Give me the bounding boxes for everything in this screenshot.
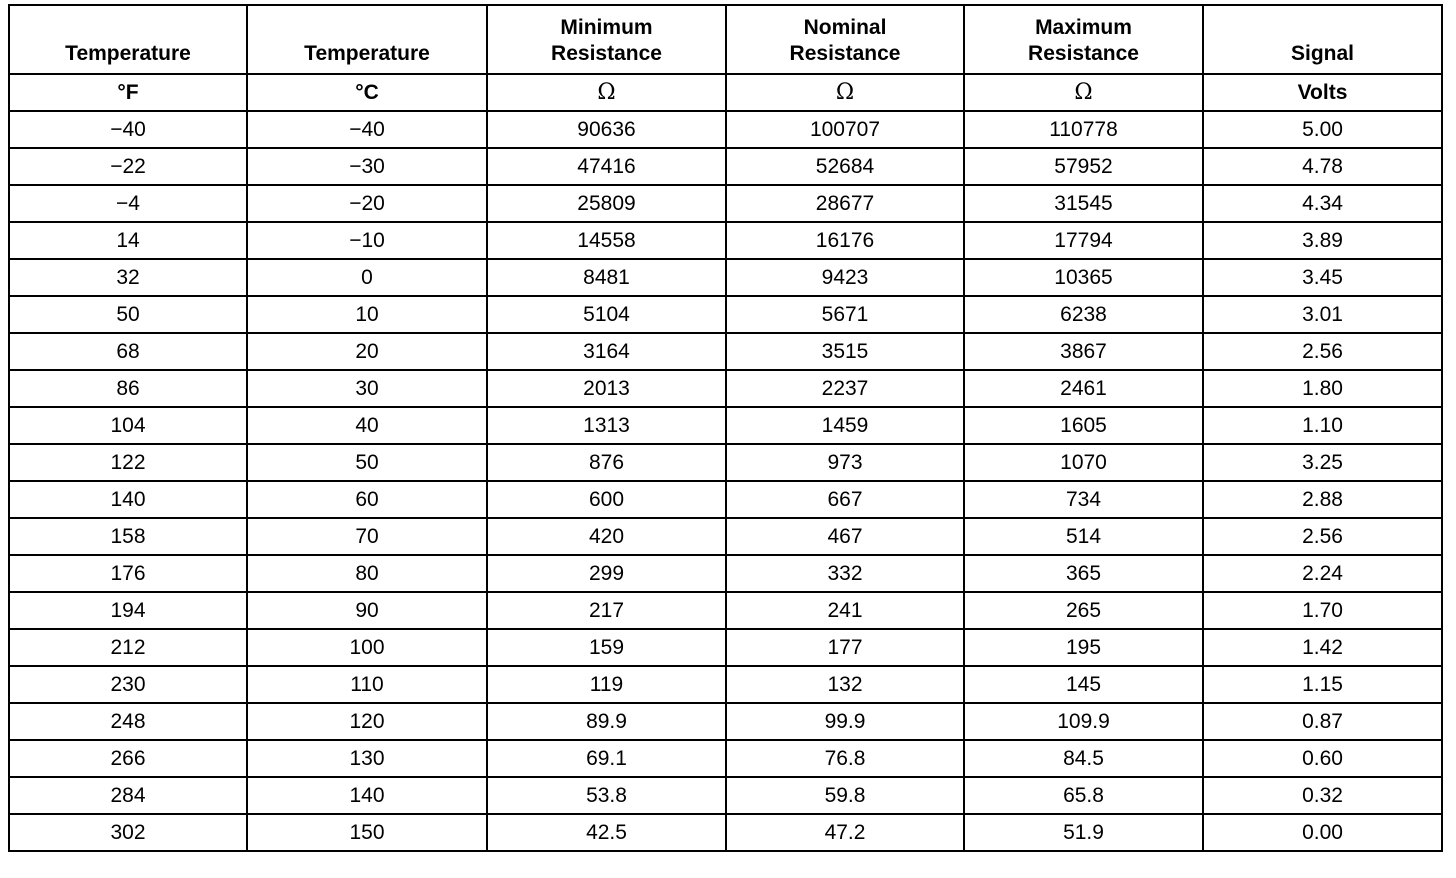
nominal-resistance-cell: 9423 <box>726 259 964 296</box>
temp-c-cell: 20 <box>247 333 487 370</box>
temp-f-cell: 212 <box>9 629 247 666</box>
nominal-resistance-cell: 177 <box>726 629 964 666</box>
temp-c-cell: 0 <box>247 259 487 296</box>
header-nominal-resistance <box>726 5 964 74</box>
min-resistance-cell: 876 <box>487 444 726 481</box>
signal-volts-cell: 2.88 <box>1203 481 1442 518</box>
header-line2: Temperature <box>304 42 430 65</box>
temp-f-cell: 86 <box>9 370 247 407</box>
nominal-resistance-cell: 52684 <box>726 148 964 185</box>
nominal-resistance-cell: 332 <box>726 555 964 592</box>
table-row <box>9 592 1442 629</box>
min-resistance-cell: 69.1 <box>487 740 726 777</box>
unit-volts: Volts <box>1203 74 1442 111</box>
temp-f-cell: 266 <box>9 740 247 777</box>
nominal-resistance-cell: 667 <box>726 481 964 518</box>
temp-f-cell: −4 <box>9 185 247 222</box>
temp-f-cell: 104 <box>9 407 247 444</box>
unit-celsius: °C <box>247 74 487 111</box>
max-resistance-cell: 6238 <box>964 296 1203 333</box>
temp-f-cell: 68 <box>9 333 247 370</box>
temp-c-cell: −10 <box>247 222 487 259</box>
max-resistance-cell: 110778 <box>964 111 1203 148</box>
table-row <box>9 333 1442 370</box>
nominal-resistance-cell: 28677 <box>726 185 964 222</box>
min-resistance-cell: 90636 <box>487 111 726 148</box>
temp-f-cell: 248 <box>9 703 247 740</box>
temp-c-cell: 50 <box>247 444 487 481</box>
temp-c-cell: 80 <box>247 555 487 592</box>
table-row <box>9 259 1442 296</box>
max-resistance-cell: 10365 <box>964 259 1203 296</box>
min-resistance-cell: 159 <box>487 629 726 666</box>
temp-f-cell: 302 <box>9 814 247 851</box>
max-resistance-cell: 265 <box>964 592 1203 629</box>
signal-volts-cell: 0.60 <box>1203 740 1442 777</box>
min-resistance-cell: 2013 <box>487 370 726 407</box>
min-resistance-cell: 1313 <box>487 407 726 444</box>
temp-c-cell: 130 <box>247 740 487 777</box>
table-row <box>9 629 1442 666</box>
nominal-resistance-cell: 100707 <box>726 111 964 148</box>
max-resistance-cell: 145 <box>964 666 1203 703</box>
temp-c-cell: 90 <box>247 592 487 629</box>
max-resistance-cell: 65.8 <box>964 777 1203 814</box>
signal-volts-cell: 1.15 <box>1203 666 1442 703</box>
max-resistance-cell: 84.5 <box>964 740 1203 777</box>
signal-volts-cell: 4.34 <box>1203 185 1442 222</box>
temp-f-cell: 50 <box>9 296 247 333</box>
max-resistance-cell: 1070 <box>964 444 1203 481</box>
signal-volts-cell: 2.56 <box>1203 518 1442 555</box>
temp-f-cell: 194 <box>9 592 247 629</box>
table-row <box>9 148 1442 185</box>
max-resistance-cell: 365 <box>964 555 1203 592</box>
header-signal <box>1203 5 1442 74</box>
min-resistance-cell: 420 <box>487 518 726 555</box>
header-line1: Maximum <box>1035 16 1132 39</box>
max-resistance-cell: 51.9 <box>964 814 1203 851</box>
nominal-resistance-cell: 1459 <box>726 407 964 444</box>
table-row <box>9 740 1442 777</box>
temp-f-cell: 122 <box>9 444 247 481</box>
temp-f-cell: 32 <box>9 259 247 296</box>
temp-c-cell: −40 <box>247 111 487 148</box>
table-row <box>9 222 1442 259</box>
table-row <box>9 777 1442 814</box>
table-row <box>9 703 1442 740</box>
max-resistance-cell: 195 <box>964 629 1203 666</box>
temp-c-cell: 60 <box>247 481 487 518</box>
signal-volts-cell: 2.56 <box>1203 333 1442 370</box>
signal-volts-cell: 3.01 <box>1203 296 1442 333</box>
min-resistance-cell: 119 <box>487 666 726 703</box>
temp-c-cell: 120 <box>247 703 487 740</box>
temp-f-cell: 284 <box>9 777 247 814</box>
temp-c-cell: −20 <box>247 185 487 222</box>
temp-f-cell: 176 <box>9 555 247 592</box>
nominal-resistance-cell: 241 <box>726 592 964 629</box>
header-temp-c <box>247 5 487 74</box>
max-resistance-cell: 1605 <box>964 407 1203 444</box>
nominal-resistance-cell: 5671 <box>726 296 964 333</box>
temp-c-cell: 110 <box>247 666 487 703</box>
header-line2: Resistance <box>1028 42 1139 65</box>
header-line2: Resistance <box>789 42 901 65</box>
resistance-table <box>8 4 1443 852</box>
table-row <box>9 518 1442 555</box>
table-body <box>9 111 1442 851</box>
min-resistance-cell: 5104 <box>487 296 726 333</box>
table-row <box>9 370 1442 407</box>
temp-c-cell: 100 <box>247 629 487 666</box>
min-resistance-cell: 14558 <box>487 222 726 259</box>
header-line1: Minimum <box>560 16 653 39</box>
signal-volts-cell: 3.25 <box>1203 444 1442 481</box>
max-resistance-cell: 109.9 <box>964 703 1203 740</box>
nominal-resistance-cell: 47.2 <box>726 814 964 851</box>
signal-volts-cell: 1.70 <box>1203 592 1442 629</box>
header-line2: Signal <box>1290 42 1354 65</box>
unit-ohm-nominal: Ω <box>726 74 964 111</box>
signal-volts-cell: 1.10 <box>1203 407 1442 444</box>
max-resistance-cell: 2461 <box>964 370 1203 407</box>
table-row <box>9 111 1442 148</box>
signal-volts-cell: 0.32 <box>1203 777 1442 814</box>
temp-c-cell: 30 <box>247 370 487 407</box>
header-max-resistance <box>964 5 1203 74</box>
signal-volts-cell: 0.00 <box>1203 814 1442 851</box>
header-line2: Resistance <box>551 42 662 65</box>
temp-c-cell: 150 <box>247 814 487 851</box>
temp-f-cell: −22 <box>9 148 247 185</box>
min-resistance-cell: 217 <box>487 592 726 629</box>
table-row <box>9 666 1442 703</box>
nominal-resistance-cell: 2237 <box>726 370 964 407</box>
header-line1: Nominal <box>803 16 887 39</box>
nominal-resistance-cell: 3515 <box>726 333 964 370</box>
unit-ohm-max: Ω <box>964 74 1203 111</box>
max-resistance-cell: 57952 <box>964 148 1203 185</box>
signal-volts-cell: 5.00 <box>1203 111 1442 148</box>
max-resistance-cell: 514 <box>964 518 1203 555</box>
temp-c-cell: −30 <box>247 148 487 185</box>
nominal-resistance-cell: 76.8 <box>726 740 964 777</box>
max-resistance-cell: 17794 <box>964 222 1203 259</box>
table-row <box>9 814 1442 851</box>
temp-f-cell: 140 <box>9 481 247 518</box>
table-row <box>9 296 1442 333</box>
temp-f-cell: 230 <box>9 666 247 703</box>
table-row <box>9 185 1442 222</box>
min-resistance-cell: 89.9 <box>487 703 726 740</box>
signal-volts-cell: 0.87 <box>1203 703 1442 740</box>
units-row <box>9 74 1442 111</box>
temp-c-cell: 10 <box>247 296 487 333</box>
min-resistance-cell: 53.8 <box>487 777 726 814</box>
table-row <box>9 555 1442 592</box>
header-row <box>9 5 1442 74</box>
table-row <box>9 407 1442 444</box>
table-row <box>9 444 1442 481</box>
header-min-resistance <box>487 5 726 74</box>
unit-fahrenheit: °F <box>9 74 247 111</box>
header-line2: Temperature <box>65 42 191 65</box>
signal-volts-cell: 4.78 <box>1203 148 1442 185</box>
min-resistance-cell: 47416 <box>487 148 726 185</box>
temp-f-cell: 14 <box>9 222 247 259</box>
min-resistance-cell: 25809 <box>487 185 726 222</box>
signal-volts-cell: 3.89 <box>1203 222 1442 259</box>
min-resistance-cell: 42.5 <box>487 814 726 851</box>
temp-c-cell: 140 <box>247 777 487 814</box>
signal-volts-cell: 3.45 <box>1203 259 1442 296</box>
signal-volts-cell: 1.80 <box>1203 370 1442 407</box>
signal-volts-cell: 1.42 <box>1203 629 1442 666</box>
min-resistance-cell: 3164 <box>487 333 726 370</box>
nominal-resistance-cell: 99.9 <box>726 703 964 740</box>
temp-f-cell: 158 <box>9 518 247 555</box>
header-temp-f <box>9 5 247 74</box>
max-resistance-cell: 3867 <box>964 333 1203 370</box>
min-resistance-cell: 8481 <box>487 259 726 296</box>
nominal-resistance-cell: 973 <box>726 444 964 481</box>
temp-c-cell: 70 <box>247 518 487 555</box>
table-row <box>9 481 1442 518</box>
max-resistance-cell: 734 <box>964 481 1203 518</box>
signal-volts-cell: 2.24 <box>1203 555 1442 592</box>
nominal-resistance-cell: 16176 <box>726 222 964 259</box>
nominal-resistance-cell: 467 <box>726 518 964 555</box>
unit-ohm-min: Ω <box>487 74 726 111</box>
temp-f-cell: −40 <box>9 111 247 148</box>
nominal-resistance-cell: 132 <box>726 666 964 703</box>
min-resistance-cell: 299 <box>487 555 726 592</box>
temp-c-cell: 40 <box>247 407 487 444</box>
nominal-resistance-cell: 59.8 <box>726 777 964 814</box>
min-resistance-cell: 600 <box>487 481 726 518</box>
max-resistance-cell: 31545 <box>964 185 1203 222</box>
